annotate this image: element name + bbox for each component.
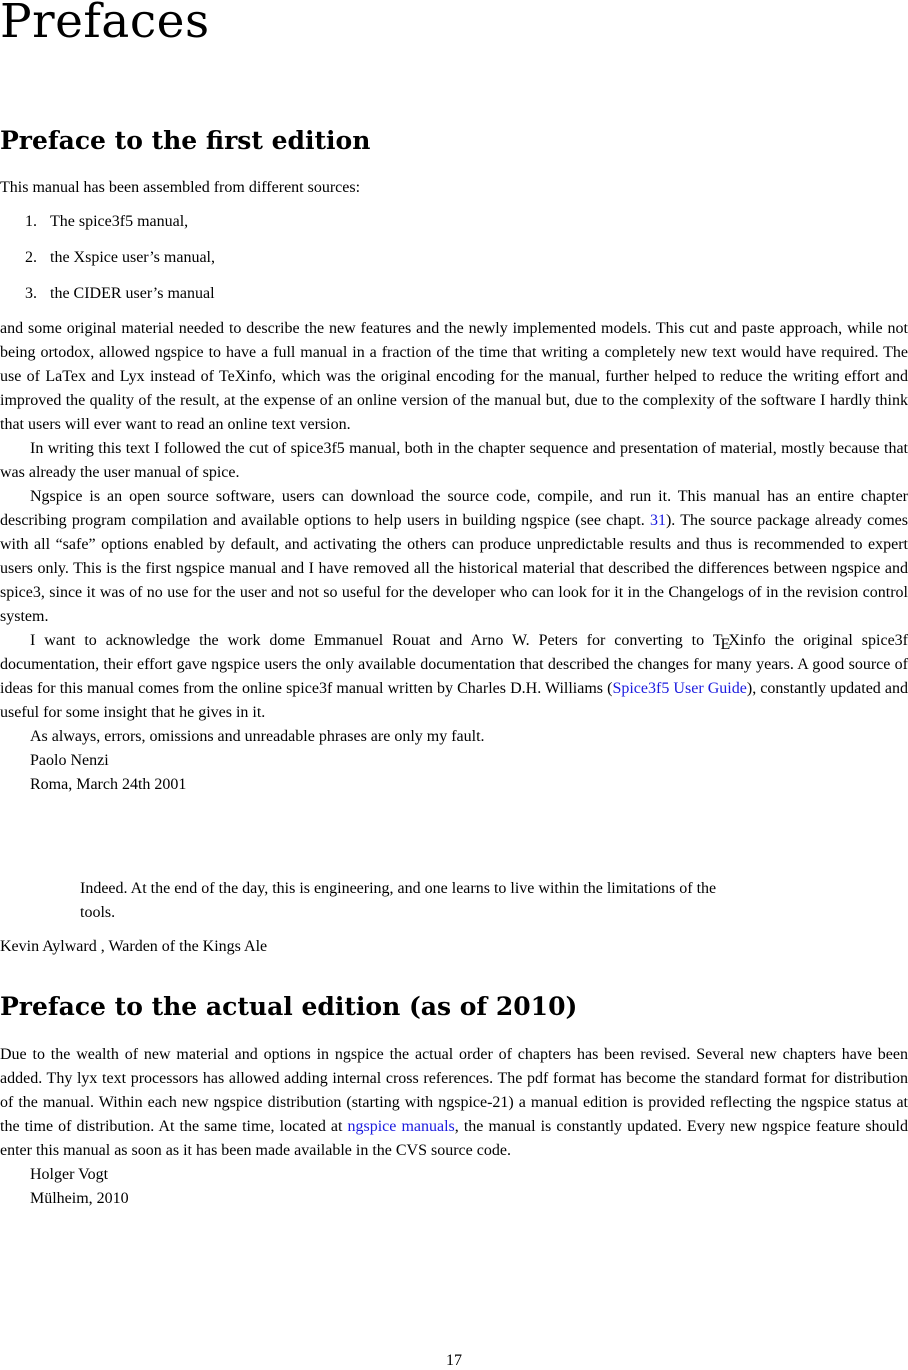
author-signature: Holger Vogt xyxy=(30,1166,109,1183)
list-item: 2. the Xspice user’s manual, xyxy=(25,249,215,266)
page-number: 17 xyxy=(446,1352,462,1369)
texinfo-logo: TEXinfo xyxy=(712,632,766,653)
first-edition-intro xyxy=(0,176,908,200)
quote-attribution-block xyxy=(0,935,908,959)
list-item: 3. the CIDER user’s manual xyxy=(25,285,215,302)
author-signature: Paolo Nenzi xyxy=(30,752,109,769)
page-title: Prefaces xyxy=(0,0,210,49)
actual-edition-heading: Preface to the actual edition (as of 2010) xyxy=(0,992,578,1021)
list-item: 1. The spice3f5 manual, xyxy=(25,213,189,230)
chapter-link[interactable]: 31 xyxy=(649,512,666,529)
place-date: Roma, March 24th 2001 xyxy=(30,776,187,793)
actual-edition-body xyxy=(0,1043,908,1211)
paragraph: I want to acknowledge the work dome Emmanuel Rouat and Arno W. Peters for converting to TEXinfo the original spice3f documentation, their effort gave ngspice users the only available documentation that described the changes for many years. A good source of ideas for this manual comes from the online spice3f manual written by Charles D.H. Williams (Spice3f5 User Guide), constantly updated and useful for some insight that he gives in it. xyxy=(0,632,908,721)
quote-attribution: Kevin Aylward , Warden of the Kings Ale xyxy=(0,938,268,955)
epigraph-quote: Indeed. At the end of the day, this is engineering, and one learns to live within the limitations of the tools. xyxy=(80,880,717,921)
place-date: Mülheim, 2010 xyxy=(30,1190,129,1207)
first-edition-heading: Preface to the first edition xyxy=(0,126,371,155)
paragraph: and some original material needed to describe the new features and the newly implemented models. This cut and paste approach, while not being ortodox, allowed ngspice to have a full manual in a fraction of the time that writing a completely new text would have required. The use of LaTex and Lyx instead of TeXinfo, which was the original encoding for the manual, further helped to reduce the writing effort and improved the quality of the result, at the expense of an online version of the manual but, due to the complexity of the software I hardly think that users will ever want to read an online text version. xyxy=(0,320,908,433)
first-edition-body xyxy=(0,317,908,797)
paragraph: Due to the wealth of new material and options in ngspice the actual order of chapters has been revised. Several new chapters have been added. Thy lyx text processors has allowed adding internal cross references. The pdf format has become the standard format for distribution of the manual. Within each new ngspice distribution (starting with ngspice-21) a manual edition is provided reflecting the ngspice status at the time of distribution. At the same time, located at ngspice manuals, the manual is constantly updated. Every new ngspice feature should enter this manual as soon as it has been made available in the CVS source code. xyxy=(0,1046,908,1159)
ngspice-manuals-link[interactable]: ngspice manuals xyxy=(347,1118,455,1135)
paragraph: As always, errors, omissions and unreadable phrases are only my fault. xyxy=(30,728,485,745)
paragraph: Ngspice is an open source software, users can download the source code, compile, and run it. This manual has an entire chapter describing program compilation and available options to help users in building ngspice (see chapt. 31). The source package already comes with all “safe” options enabled by default, and activating the others can produce unpredictable results and thus is recommended to expert users only. This is the first ngspice manual and I have removed all the historical material that described the differences between ngspice and spice3, since it was of no use for the user and not so useful for the developer who can look for it in the Changelogs of in the revision control system. xyxy=(0,488,908,625)
sources-list xyxy=(25,210,215,318)
spice3f5-user-guide-link[interactable]: Spice3f5 User Guide xyxy=(612,680,747,697)
intro-text: This manual has been assembled from different sources: xyxy=(0,179,361,196)
paragraph: In writing this text I followed the cut of spice3f5 manual, both in the chapter sequence and presentation of material, mostly because that was already the user manual of spice. xyxy=(0,440,908,481)
